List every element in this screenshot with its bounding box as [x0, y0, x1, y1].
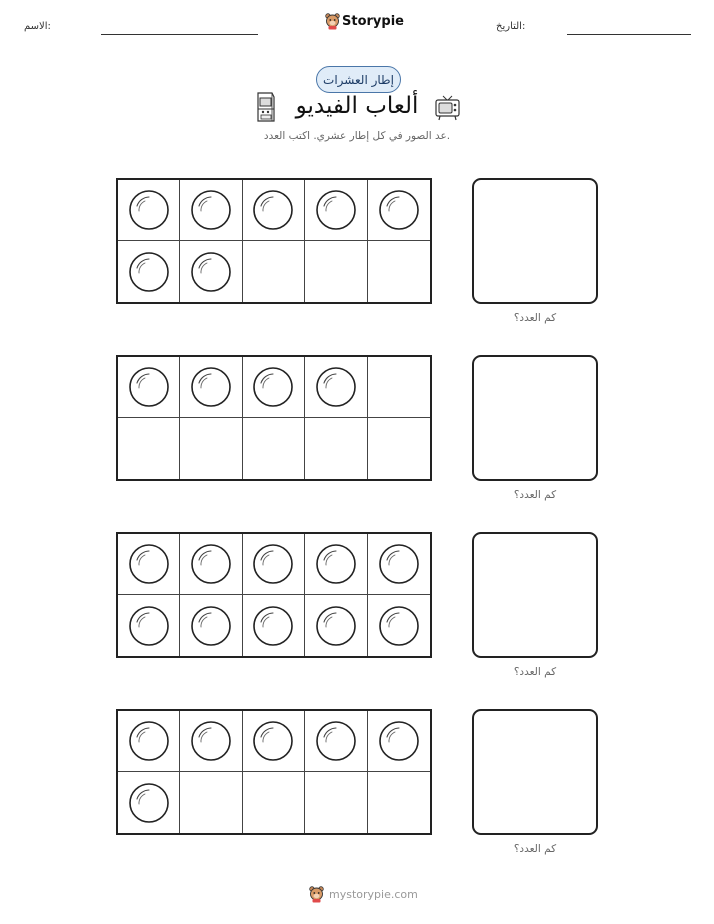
- worksheet-title: ألعاب الفيديو: [295, 93, 419, 119]
- ten-frame-cell: [243, 180, 305, 241]
- bear-mascot-icon: [309, 886, 324, 903]
- date-label: التاريخ:: [496, 21, 526, 32]
- answer-question: كم العدد؟: [513, 312, 557, 324]
- counter-circle-icon: [128, 605, 170, 647]
- ten-frame-cell: [118, 418, 180, 479]
- answer-box[interactable]: [472, 709, 598, 835]
- counter-circle-icon: [378, 720, 420, 762]
- counter-circle-icon: [190, 543, 232, 585]
- bear-mascot-icon: [325, 13, 340, 30]
- counter-circle-icon: [378, 543, 420, 585]
- ten-frame-cell: [243, 595, 305, 656]
- counter-circle-icon: [252, 543, 294, 585]
- ten-frame-cell: [305, 595, 367, 656]
- date-line[interactable]: [567, 34, 691, 35]
- ten-frame-cell: [243, 711, 305, 772]
- counter-circle-icon: [190, 605, 232, 647]
- counter-circle-icon: [315, 720, 357, 762]
- ten-frame-cell: [180, 711, 242, 772]
- arcade-machine-icon: [255, 91, 277, 123]
- ten-frame-cell: [180, 357, 242, 418]
- counter-circle-icon: [315, 189, 357, 231]
- ten-frame-cell: [305, 534, 367, 595]
- counter-circle-icon: [128, 251, 170, 293]
- ten-frame-cell: [305, 180, 367, 241]
- counter-circle-icon: [252, 366, 294, 408]
- ten-frame-cell: [368, 180, 430, 241]
- counter-circle-icon: [252, 720, 294, 762]
- counter-circle-icon: [190, 189, 232, 231]
- counter-circle-icon: [128, 189, 170, 231]
- ten-frame-cell: [180, 180, 242, 241]
- ten-frame-cell: [118, 241, 180, 302]
- retro-tv-icon: [434, 93, 461, 121]
- ten-frame-cell: [368, 772, 430, 833]
- ten-frame-cell: [243, 357, 305, 418]
- counter-circle-icon: [190, 251, 232, 293]
- name-label: الاسم:: [24, 21, 51, 32]
- ten-frame-cell: [305, 772, 367, 833]
- ten-frame-cell: [118, 357, 180, 418]
- counter-circle-icon: [190, 720, 232, 762]
- brand-logo: [325, 13, 404, 30]
- answer-question: كم العدد؟: [513, 666, 557, 678]
- ten-frame-cell: [180, 418, 242, 479]
- answer-box[interactable]: [472, 178, 598, 304]
- footer: [309, 886, 418, 903]
- counter-circle-icon: [378, 605, 420, 647]
- footer-site: mystorypie.com: [329, 888, 418, 901]
- ten-frame-cell: [368, 418, 430, 479]
- counter-circle-icon: [128, 543, 170, 585]
- counter-circle-icon: [378, 189, 420, 231]
- counter-circle-icon: [252, 189, 294, 231]
- worksheet-type-badge: [316, 66, 401, 93]
- ten-frame-cell: [305, 418, 367, 479]
- brand-name: Storypie: [342, 14, 404, 29]
- ten-frame: [116, 355, 432, 481]
- ten-frame-cell: [368, 595, 430, 656]
- ten-frame-cell: [180, 595, 242, 656]
- ten-frame-cell: [368, 357, 430, 418]
- ten-frame-cell: [118, 711, 180, 772]
- name-line[interactable]: [101, 34, 258, 35]
- ten-frame-cell: [180, 772, 242, 833]
- answer-question: كم العدد؟: [513, 843, 557, 855]
- ten-frame: [116, 709, 432, 835]
- counter-circle-icon: [315, 543, 357, 585]
- ten-frame-cell: [368, 711, 430, 772]
- counter-circle-icon: [128, 366, 170, 408]
- answer-question: كم العدد؟: [513, 489, 557, 501]
- ten-frame-cell: [368, 534, 430, 595]
- ten-frame-cell: [118, 772, 180, 833]
- ten-frame: [116, 532, 432, 658]
- ten-frame-cell: [243, 418, 305, 479]
- ten-frame-cell: [305, 357, 367, 418]
- ten-frame-cell: [243, 534, 305, 595]
- ten-frame-cell: [180, 241, 242, 302]
- ten-frame-cell: [243, 772, 305, 833]
- counter-circle-icon: [252, 605, 294, 647]
- badge-label: إطار العشرات: [323, 72, 394, 87]
- answer-box[interactable]: [472, 532, 598, 658]
- counter-circle-icon: [315, 366, 357, 408]
- ten-frame-cell: [118, 595, 180, 656]
- ten-frame-cell: [118, 534, 180, 595]
- ten-frame-cell: [180, 534, 242, 595]
- counter-circle-icon: [128, 720, 170, 762]
- ten-frame-cell: [305, 241, 367, 302]
- ten-frame-cell: [305, 711, 367, 772]
- ten-frame-cell: [368, 241, 430, 302]
- counter-circle-icon: [315, 605, 357, 647]
- ten-frame: [116, 178, 432, 304]
- answer-box[interactable]: [472, 355, 598, 481]
- counter-circle-icon: [190, 366, 232, 408]
- ten-frame-cell: [243, 241, 305, 302]
- counter-circle-icon: [128, 782, 170, 824]
- ten-frame-cell: [118, 180, 180, 241]
- instructions: عد الصور في كل إطار عشري. اكتب العدد.: [263, 130, 451, 142]
